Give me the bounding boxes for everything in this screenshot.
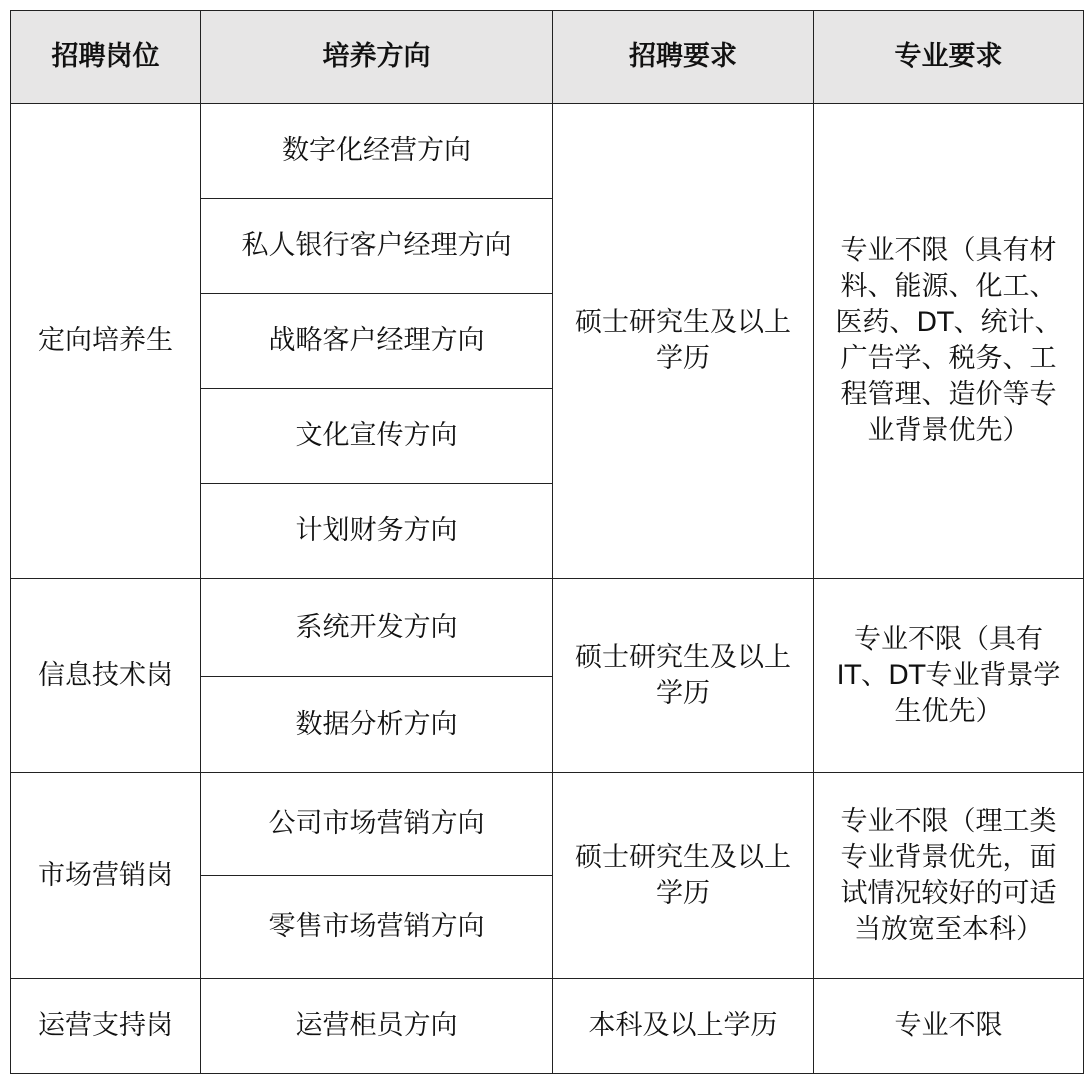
major-cell: 专业不限（理工类专业背景优先，面试情况较好的可适当放宽至本科） [814, 773, 1084, 979]
major-cell: 专业不限（具有材料、能源、化工、医药、DT、统计、广告学、税务、工程管理、造价等专业背景优先） [814, 104, 1084, 579]
table-row [11, 979, 1084, 1074]
major-cell: 专业不限（具有IT、DT专业背景学生优先） [814, 579, 1084, 773]
table-row [11, 773, 1084, 876]
direction-cell: 公司市场营销方向 [201, 773, 553, 876]
requirement-cell: 硕士研究生及以上学历 [553, 773, 814, 979]
direction-cell: 零售市场营销方向 [201, 876, 553, 979]
requirement-cell: 硕士研究生及以上学历 [553, 104, 814, 579]
position-cell: 信息技术岗 [11, 579, 201, 773]
position-cell: 定向培养生 [11, 104, 201, 579]
major-cell: 专业不限 [814, 979, 1084, 1074]
header-position: 招聘岗位 [11, 11, 201, 104]
position-cell: 市场营销岗 [11, 773, 201, 979]
header-major: 专业要求 [814, 11, 1084, 104]
header-requirement: 招聘要求 [553, 11, 814, 104]
direction-cell: 数据分析方向 [201, 677, 553, 773]
table-row [11, 104, 1084, 199]
direction-cell: 系统开发方向 [201, 579, 553, 677]
direction-cell: 文化宣传方向 [201, 389, 553, 484]
recruitment-table [10, 10, 1084, 1074]
header-direction: 培养方向 [201, 11, 553, 104]
direction-cell: 私人银行客户经理方向 [201, 199, 553, 294]
header-row [11, 11, 1084, 104]
direction-cell: 战略客户经理方向 [201, 294, 553, 389]
direction-cell: 数字化经营方向 [201, 104, 553, 199]
direction-cell: 计划财务方向 [201, 484, 553, 579]
direction-cell: 运营柜员方向 [201, 979, 553, 1074]
requirement-cell: 本科及以上学历 [553, 979, 814, 1074]
requirement-cell: 硕士研究生及以上学历 [553, 579, 814, 773]
position-cell: 运营支持岗 [11, 979, 201, 1074]
table-row [11, 579, 1084, 677]
